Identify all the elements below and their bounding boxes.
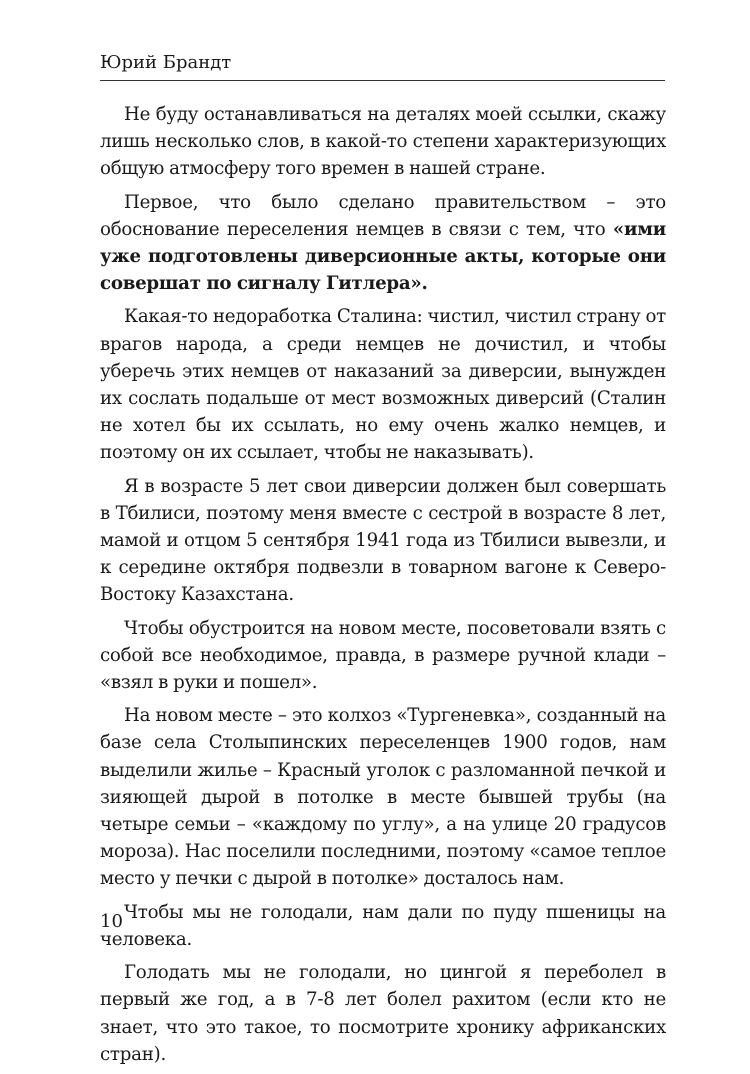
- paragraph-text: Первое, что было сделано правительством – это обоснование переселения немцев в связи с тем, что: [100, 191, 666, 240]
- paragraph: [100, 189, 666, 298]
- paragraph: Чтобы обустроится на новом месте, посоветовали взять с собой все необходимое, правда, в размере ручной клади – «взял в руки и пошел».: [100, 617, 666, 694]
- paragraph: Голодать мы не голодали, но цингой я переболел в первый же год, а в 7-8 лет болел рахитом (если кто не знает, что это такое, то посмотрите хронику африканских стран).: [100, 962, 666, 1065]
- paragraph: На новом месте – это колхоз «Тургеневка», созданный на базе села Столыпинских переселенцев 1900 годов, нам выделили жилье – Красный уголок с разломанной печкой и зияющей дырой в потолке в месте бывшей трубы (на четыре семьи – «каждому по углу», а на улице 20 градусов мороза). Нас поселили последними, поэтому «самое теплое место у печки с дырой в потолке» досталось нам.: [100, 705, 666, 890]
- paragraph: Чтобы мы не голодали, нам дали по пуду пшеницы на человека.: [100, 901, 666, 950]
- body-text: [100, 101, 666, 1074]
- page-number: 10: [100, 911, 123, 932]
- paragraph: Какая-то недоработка Сталина: чистил, чистил страну от врагов народа, а среди немцев не дочистил, и чтобы уберечь этих немцев от наказаний за диверсии, вынужден их сослать подальше от мест возможных диверсий (Сталин не хотел бы их ссылать, но ему очень жалко немцев, и поэтому он их ссылает, чтобы не наказывать).: [100, 306, 666, 464]
- header-rule: [100, 80, 665, 81]
- paragraph: Не буду останавливаться на деталях моей ссылки, скажу лишь несколько слов, в какой-то степени характеризующих общую атмосферу того времен в нашей стране.: [100, 104, 666, 180]
- bold-quote: «ими уже подготовлены диверсионные акты, которые они совершат по сигналу Гитлера».: [100, 218, 666, 295]
- paragraph: Я в возрасте 5 лет свои диверсии должен был совершать в Тбилиси, поэтому меня вместе с сестрой в возрасте 8 лет, мамой и отцом 5 сентября 1941 года из Тбилиси вывезли, и к середине октября подвезли в товарном вагоне к Северо-Востоку Казахстана.: [100, 475, 666, 606]
- running-head-author: Юрий Брандт: [100, 52, 232, 73]
